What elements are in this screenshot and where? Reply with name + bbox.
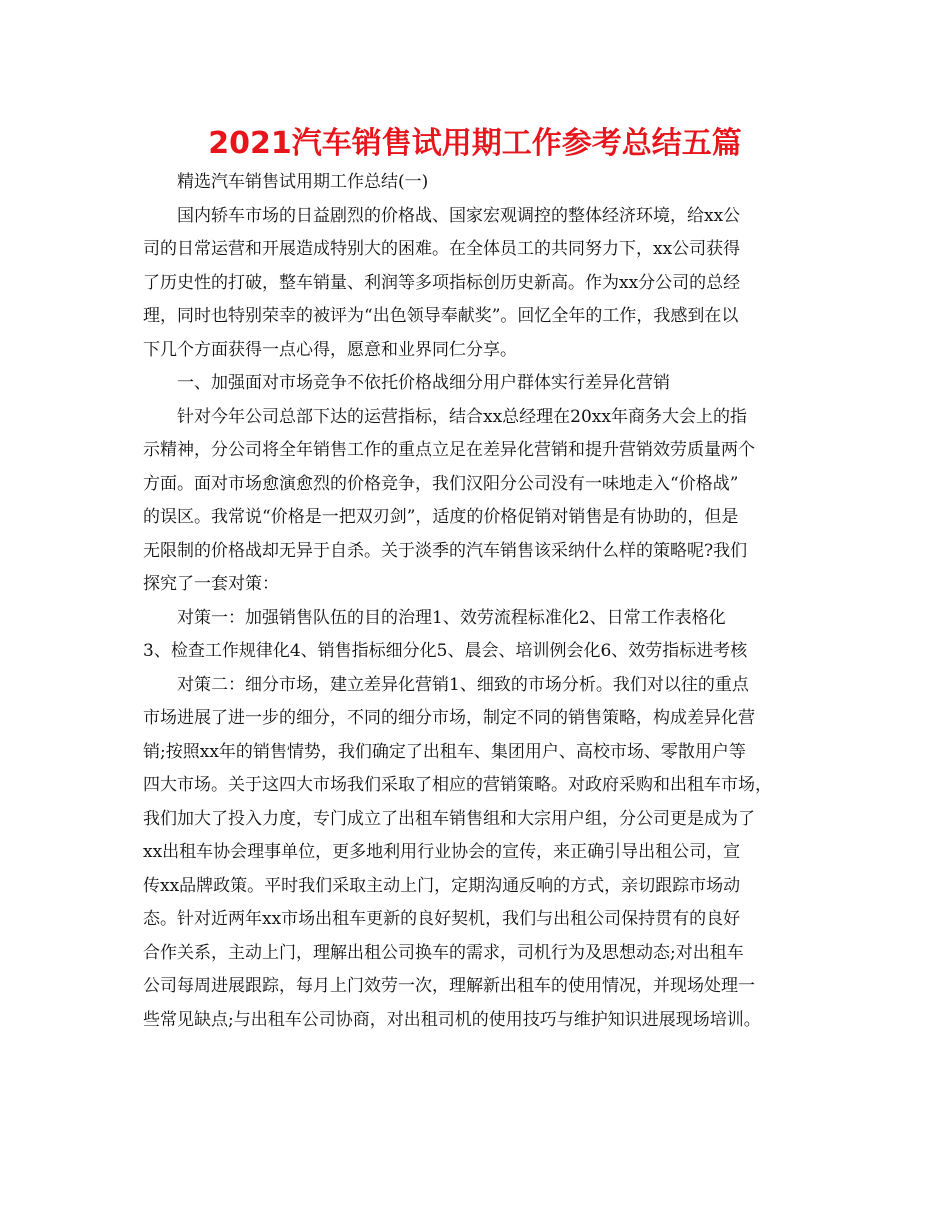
paragraph-line: 我们加大了投入力度，专门成立了出租车销售组和大宗用户组，分公司更是成为了 [143,808,755,829]
paragraph-line: 传xx品牌政策。平时我们采取主动上门，定期沟通反响的方式，亲切跟踪市场动 [143,875,741,896]
paragraph-line: 了历史性的打破，整车销量、利润等多项指标创历史新高。作为xx分公司的总经 [143,272,741,293]
paragraph-line: 3、检查工作规律化4、销售指标细分化5、晨会、培训例会化6、效劳指标进考核 [143,641,748,661]
paragraph-line: 司的日常运营和开展造成特别大的困难。在全体员工的共同努力下，xx公司获得 [143,239,741,259]
paragraph-line: 示精神，分公司将全年销售工作的重点立足在差异化营销和提升营销效劳质量两个 [143,440,755,460]
paragraph-line: 针对今年公司总部下达的运营指标，结合xx总经理在20xx年商务大会上的指 [177,406,747,427]
paragraph-line: 对策二：细分市场，建立差异化营销1、细致的市场分析。我们对以往的重点 [177,674,749,695]
paragraph-line: 精选汽车销售试用期工作总结(一) [177,172,429,192]
paragraph-line: 的误区。我常说“价格是一把双刃剑”，适度的价格促销对销售是有协助的，但是 [143,507,739,527]
paragraph-line: 些常见缺点;与出租车公司协商，对出租司机的使用技巧与维护知识进展现场培训。 [143,1009,761,1030]
paragraph-line: 四大市场。关于这四大市场我们采取了相应的营销策略。对政府采购和出租车市场， [143,775,772,795]
paragraph-line: 探究了一套对策： [143,574,279,594]
paragraph-line: 理，同时也特别荣幸的被评为“出色领导奉献奖”。回忆全年的工作，我感到在以 [143,306,739,326]
paragraph-line: 销;按照xx年的销售情势，我们确定了出租车、集团用户、高校市场、零散用户等 [143,741,746,762]
paragraph-line: 合作关系，主动上门，理解出租公司换车的需求，司机行为及思想动态;对出租车 [143,942,744,963]
paragraph-line: 国内轿车市场的日益剧烈的价格战、国家宏观调控的整体经济环境，给xx公 [177,205,741,226]
paragraph-line: 一、加强面对市场竞争不依托价格战细分用户群体实行差异化营销 [177,373,670,393]
paragraph-line: 无限制的价格战却无异于自杀。关于淡季的汽车销售该采纳什么样的策略呢?我们 [143,540,748,561]
document-body [143,166,823,1037]
paragraph-line: 对策一：加强销售队伍的目的治理1、效劳流程标准化2、日常工作表格化 [177,607,726,628]
paragraph-line: 市场进展了进一步的细分，不同的细分市场，制定不同的销售策略，构成差异化营 [143,708,755,728]
paragraph-line: 方面。面对市场愈演愈烈的价格竞争，我们汉阳分公司没有一味地走入“价格战” [143,473,739,494]
paragraph-line: 态。针对近两年xx市场出租车更新的良好契机，我们与出租公司保持贯有的良好 [143,909,741,929]
paragraph-line: xx出租车协会理事单位，更多地利用行业协会的宣传，来正确引导出租公司，宣 [143,842,741,862]
paragraph-line: 下几个方面获得一点心得，愿意和业界同仁分享。 [143,339,517,360]
paragraph-line: 公司每周进展跟踪，每月上门效劳一次，理解新出租车的使用情况，并现场处理一 [143,976,755,996]
document-title: 2021汽车销售试用期工作参考总结五篇 [208,126,742,161]
